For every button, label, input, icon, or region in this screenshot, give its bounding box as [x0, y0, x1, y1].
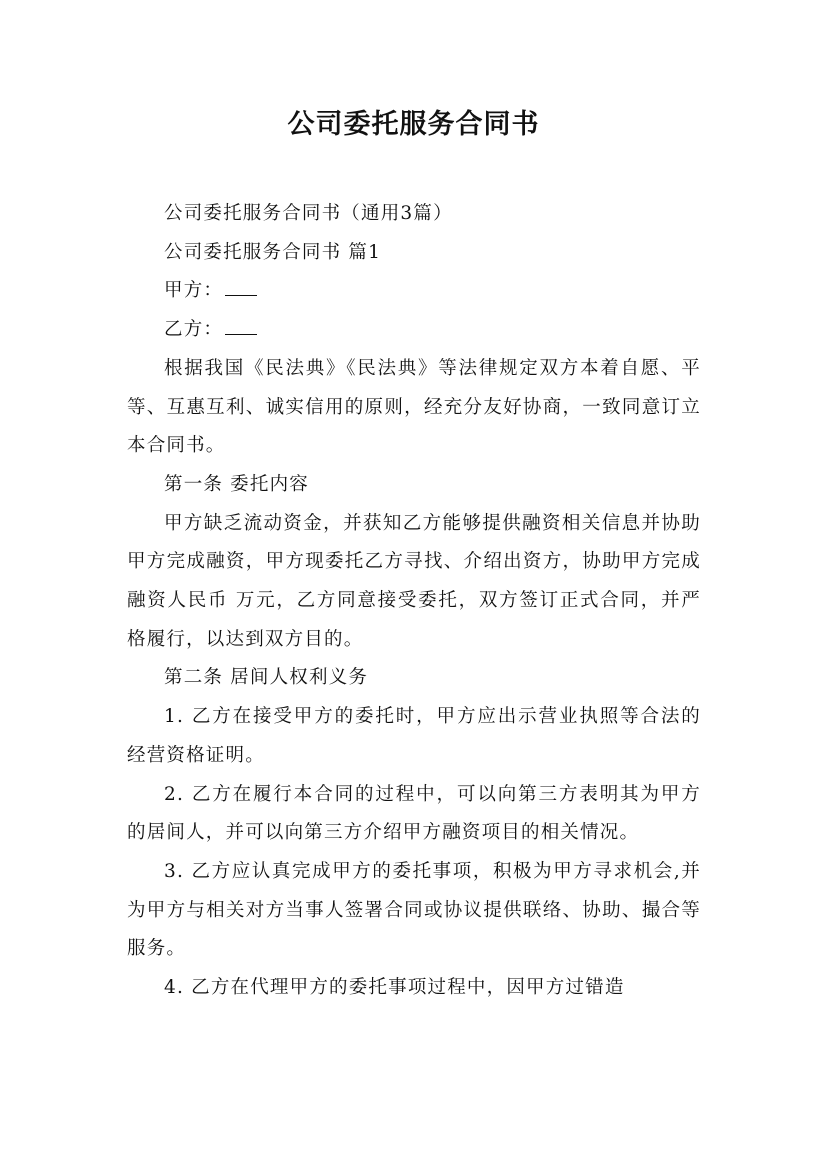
- party-a-label: 甲方：: [164, 280, 224, 302]
- paragraph-clause-4: 4. 乙方在代理甲方的委托事项过程中，因甲方过错造: [164, 977, 625, 999]
- paragraph-part-heading: 公司委托服务合同书 篇1: [164, 241, 382, 263]
- paragraph-clause-3: 3. 乙方应认真完成甲方的委托事项，积极为甲方寻求机会,并为甲方与相关对方当事人签署合同或协议提供联络、协助、撮合等服务。: [127, 860, 701, 960]
- paragraph-article-2-heading: 第二条 居间人权利义务: [164, 667, 369, 689]
- paragraph-party-a: [127, 272, 701, 311]
- paragraph-preamble: 根据我国《民法典》《民法典》等法律规定双方本着自愿、平等、互惠互利、诚实信用的原则，经充分友好协商，一致同意订立本合同书。: [127, 357, 701, 457]
- paragraph-clause-1: 1. 乙方在接受甲方的委托时，甲方应出示营业执照等合法的经营资格证明。: [127, 706, 701, 766]
- document-body: [127, 195, 701, 1008]
- party-b-label: 乙方：: [164, 319, 224, 341]
- paragraph-article-1-body: 甲方缺乏流动资金，并获知乙方能够提供融资相关信息并协助甲方完成融资，甲方现委托乙方寻找、介绍出资方，协助甲方完成融资人民币 万元，乙方同意接受委托，双方签订正式合同，并严格履行，以达到双方目的。: [127, 512, 701, 650]
- paragraph-clause-2: 2. 乙方在履行本合同的过程中，可以向第三方表明其为甲方的居间人，并可以向第三方介绍甲方融资项目的相关情况。: [127, 783, 701, 844]
- party-a-blank: [225, 277, 257, 296]
- paragraph-subtitle: 公司委托服务合同书（通用3篇）: [164, 203, 453, 224]
- paragraph-party-b: [127, 311, 701, 350]
- party-b-blank: [225, 316, 257, 335]
- paragraph-article-1-heading: 第一条 委托内容: [164, 473, 309, 495]
- document-title: 公司委托服务合同书: [287, 109, 540, 140]
